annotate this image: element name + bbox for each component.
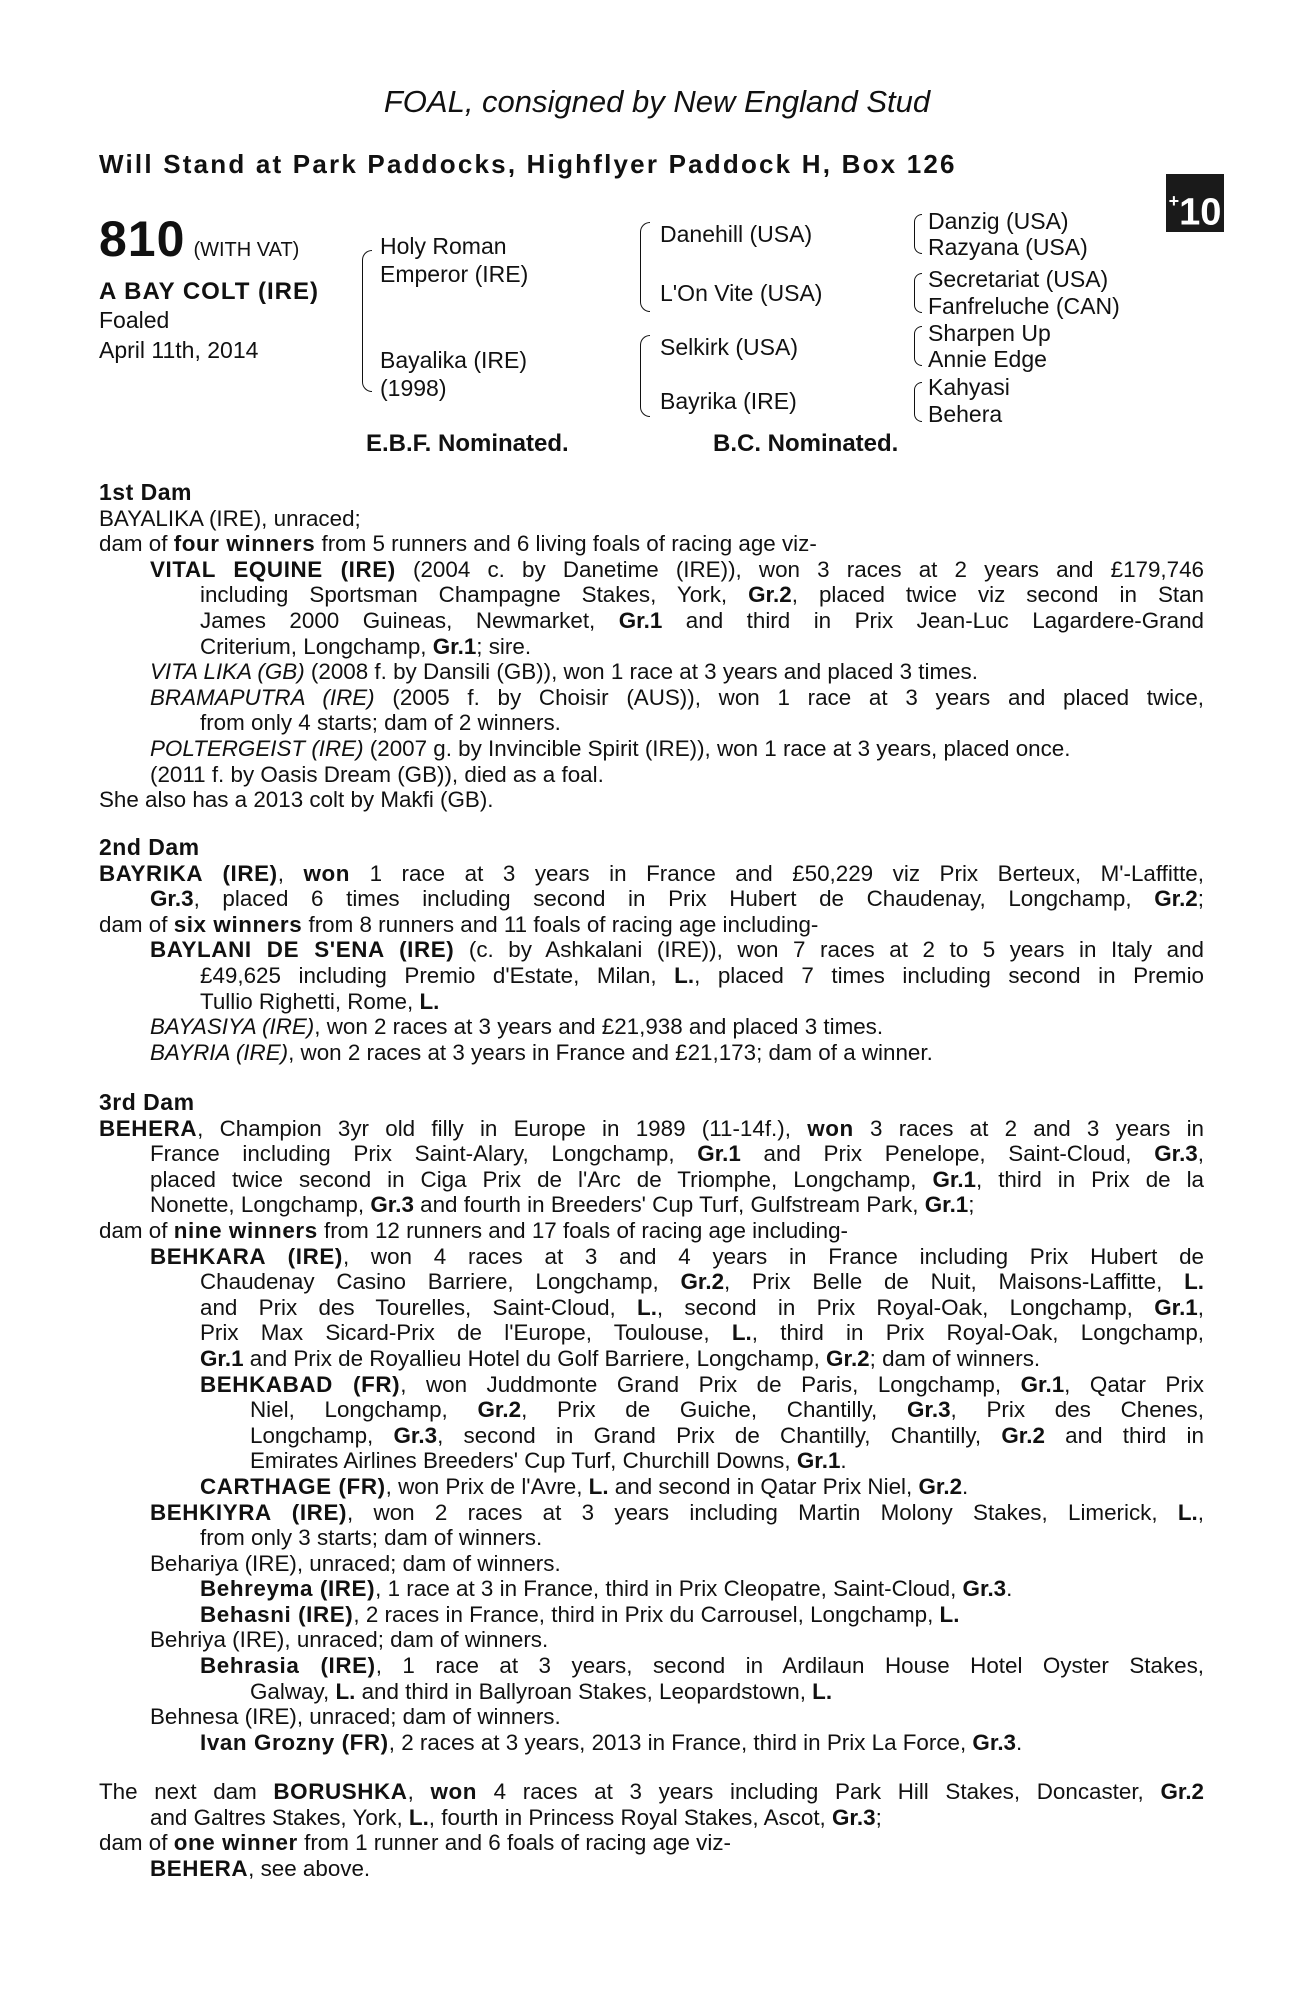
text-run: , 2 races at 3 years, 2013 in France, third in Prix La Force, xyxy=(388,1729,973,1755)
text-run-bold: six winners xyxy=(173,911,303,937)
grade: Gr.3 xyxy=(962,1576,1007,1602)
horse-name: BAYASIYA (IRE) xyxy=(150,1014,315,1040)
grade: Gr.3 xyxy=(370,1192,414,1218)
text-run: (c. by Ashkalani (IRE)), won 7 races at 2 to 5 years in Italy and xyxy=(454,937,1204,963)
sire-sire: Danehill (USA) xyxy=(660,221,813,247)
text-run: and fourth in Breeders' Cup Turf, Gulfstream Park, xyxy=(413,1192,925,1218)
brace-g4 xyxy=(914,382,922,422)
badge-number: 10 xyxy=(1179,191,1222,234)
text-run: , Prix de Guiche, Chantilly, xyxy=(521,1397,907,1423)
second-dam-line xyxy=(99,1014,1204,1040)
ebf-nominated: E.B.F. Nominated. xyxy=(366,430,569,457)
horse-name: BEHERA xyxy=(99,1115,198,1141)
horse-name: BEHKARA (IRE) xyxy=(150,1243,343,1269)
vat-label: (WITH VAT) xyxy=(193,239,300,261)
text-run: , 1 race at 3 in France, third in Prix Cleopatre, Saint-Cloud, xyxy=(375,1576,963,1602)
grade: Gr.2 xyxy=(918,1473,963,1499)
text-run: Longchamp, xyxy=(250,1422,394,1448)
text-run: , 2 races in France, third in Prix du Carrousel, Longchamp, xyxy=(353,1601,940,1627)
text-run: , won Prix de l'Avre, xyxy=(385,1473,589,1499)
third-dam-line xyxy=(99,1397,1204,1423)
text-run: , placed twice viz second in Stan xyxy=(791,582,1205,608)
dam-name-line2: (1998) xyxy=(380,375,447,401)
grade: Gr.2 xyxy=(477,1397,522,1423)
grade: L. xyxy=(674,962,695,988)
first-dam-line xyxy=(99,634,1204,660)
third-dam-line xyxy=(99,1346,1204,1372)
text-run: and third in Ballyroan Stakes, Leopardstown, xyxy=(355,1678,813,1704)
grade: Gr.2 xyxy=(826,1345,870,1371)
grade: L. xyxy=(731,1320,752,1346)
third-dam-line xyxy=(99,1218,1204,1244)
consignor-line: FOAL, consigned by New England Stud xyxy=(383,84,931,119)
text-run: Niel, Longchamp, xyxy=(250,1397,478,1423)
text-run: from 8 runners and 11 foals of racing age including- xyxy=(302,911,819,937)
horse-name: BAYRIA (IRE) xyxy=(150,1039,289,1065)
text-run: . xyxy=(962,1473,969,1499)
grandparent-3: Secretariat (USA) xyxy=(928,266,1109,292)
badge-plus: + xyxy=(1168,191,1180,211)
grade: L. xyxy=(637,1294,657,1320)
text-run: , Prix des Chenes, xyxy=(950,1397,1204,1423)
third-dam-line: Behriya (IRE), unraced; dam of winners. xyxy=(150,1627,549,1653)
text-run: placed twice second in Ciga Prix de l'Arc de Triomphe, Longchamp, xyxy=(150,1166,933,1192)
text-run: including Sportsman Champagne Stakes, York, xyxy=(200,582,749,608)
text-run: from 12 runners and 17 foals of racing age including- xyxy=(317,1217,848,1243)
text-run: (2004 c. by Danetime (IRE)), won 3 races at 2 years and £179,746 xyxy=(395,556,1205,582)
third-dam-section xyxy=(99,1090,1204,1755)
grade: Gr.2 xyxy=(1160,1779,1205,1804)
horse-name: Behreyma (IRE) xyxy=(200,1576,376,1602)
grandparent-2: Razyana (USA) xyxy=(928,234,1088,260)
grade: Gr.2 xyxy=(748,582,792,608)
text-run: dam of xyxy=(99,911,174,937)
text-run: and second in Qatar Prix Niel, xyxy=(608,1473,919,1499)
text-run: , see above. xyxy=(248,1855,371,1881)
third-dam-line xyxy=(99,1244,1204,1270)
grade: Gr.1 xyxy=(924,1192,969,1218)
third-dam-line xyxy=(99,1192,1204,1218)
horse-name: BEHKIYRA (IRE) xyxy=(150,1499,348,1525)
text-run: , Champion 3yr old filly in Europe in 1989 (11-14f.), xyxy=(197,1115,808,1141)
second-dam-line xyxy=(99,963,1204,989)
second-dam-heading: 2nd Dam xyxy=(99,834,200,860)
third-dam-line xyxy=(99,1320,1204,1346)
text-run: . xyxy=(1016,1729,1023,1755)
first-dam-line: She also has a 2013 colt by Makfi (GB). xyxy=(99,787,494,813)
text-run: Prix Max Sicard-Prix de l'Europe, Toulouse, xyxy=(200,1320,732,1346)
horse-name: POLTERGEIST (IRE) xyxy=(150,735,364,761)
text-run: , xyxy=(1197,1294,1204,1320)
next-dam-line xyxy=(99,1779,1204,1805)
second-dam-line xyxy=(99,937,1204,963)
next-dam-line xyxy=(99,1805,1204,1831)
text-run: , third in Prix de la xyxy=(976,1166,1205,1192)
dam-sire: Selkirk (USA) xyxy=(660,334,799,360)
horse-name: VITA LIKA (GB) xyxy=(150,659,305,685)
grade: L. xyxy=(812,1678,833,1704)
third-dam-line xyxy=(99,1423,1204,1449)
next-dam-line xyxy=(99,1856,1204,1882)
text-run: and third in xyxy=(1044,1422,1204,1448)
grade: Gr.2 xyxy=(680,1269,725,1295)
grandparent-1: Danzig (USA) xyxy=(928,208,1069,234)
grade: Gr.3 xyxy=(150,886,194,912)
foaled-label: Foaled xyxy=(99,307,170,333)
second-dam-line xyxy=(99,886,1204,912)
grandparent-4: Fanfreluche (CAN) xyxy=(928,293,1120,319)
text-run: , fourth in Princess Royal Stakes, Ascot, xyxy=(428,1804,833,1830)
horse-name: BAYLANI DE S'ENA (IRE) xyxy=(150,937,455,963)
third-dam-line: Behnesa (IRE), unraced; dam of winners. xyxy=(150,1704,561,1730)
second-dam-line xyxy=(99,861,1204,887)
brace-g3 xyxy=(914,326,922,366)
horse-name: Behasni (IRE) xyxy=(200,1601,354,1627)
text-run-bold: four winners xyxy=(173,531,316,557)
text-run-bold: nine winners xyxy=(173,1217,318,1243)
text-run: (2008 f. by Dansili (GB)), won 1 race at 3 years and placed 3 times. xyxy=(304,659,978,685)
second-dam-line xyxy=(99,912,1204,938)
sire-name: Holy Roman xyxy=(380,233,507,259)
horse-name: VITAL EQUINE (IRE) xyxy=(150,556,396,582)
text-run: and Prix des Tourelles, Saint-Cloud, xyxy=(200,1294,638,1320)
text-run: dam of xyxy=(99,531,174,557)
lot-number: 810 xyxy=(99,211,186,267)
next-dam-line xyxy=(99,1830,1204,1856)
text-run: 3 races at 2 and 3 years in xyxy=(853,1115,1204,1141)
text-run-bold: won xyxy=(807,1115,854,1141)
text-run: , won 2 races at 3 years and £21,938 and placed 3 times. xyxy=(314,1014,884,1040)
text-run: , Prix Belle de Nuit, Maisons-Laffitte, xyxy=(724,1269,1185,1295)
horse-name: BRAMAPUTRA (IRE) xyxy=(150,684,375,710)
grade: L. xyxy=(1184,1269,1204,1295)
first-dam-line: (2011 f. by Oasis Dream (GB)), died as a foal. xyxy=(150,761,604,787)
text-run: , xyxy=(1197,1141,1204,1167)
grade: L. xyxy=(939,1601,960,1627)
text-run: , 1 race at 3 years, second in Ardilaun House Hotel Oyster Stakes, xyxy=(375,1653,1205,1679)
next-dam-section xyxy=(99,1779,1204,1881)
text-run: from 5 runners and 6 living foals of racing age viz- xyxy=(315,531,817,557)
horse-name: CARTHAGE (FR) xyxy=(200,1473,386,1499)
grade: L. xyxy=(408,1804,429,1830)
text-run: , third in Prix Royal-Oak, Longchamp, xyxy=(751,1320,1204,1346)
text-run: , xyxy=(277,860,304,886)
grade: Gr.3 xyxy=(972,1729,1016,1755)
pedigree-dam xyxy=(380,346,527,402)
text-run: Tullio Righetti, Rome, xyxy=(200,988,420,1014)
text-run: , won Juddmonte Grand Prix de Paris, Longchamp, xyxy=(400,1371,1021,1397)
grade: Gr.1 xyxy=(1154,1294,1198,1320)
third-dam-line xyxy=(99,1679,1204,1705)
text-run-bold: won xyxy=(303,860,351,886)
second-dam-line xyxy=(99,1040,1204,1066)
brace-dam-parents xyxy=(640,335,650,417)
grandparent-7: Kahyasi xyxy=(928,374,1010,400)
text-run: £49,625 including Premio d'Estate, Milan, xyxy=(200,962,675,988)
text-run: , won 4 races at 3 and 4 years in France including Prix Hubert de xyxy=(342,1243,1204,1269)
grade: Gr.3 xyxy=(906,1397,951,1423)
text-run: , won 2 races at 3 years including Martin Molony Stakes, Limerick, xyxy=(347,1499,1178,1525)
grade: Gr.1 xyxy=(618,607,663,633)
third-dam-line xyxy=(99,1500,1204,1526)
text-run: ; xyxy=(1197,886,1204,912)
text-run: Galway, xyxy=(250,1678,336,1704)
horse-name: BORUSHKA xyxy=(273,1779,408,1804)
text-run: Criterium, Longchamp, xyxy=(200,633,433,659)
third-dam-line xyxy=(99,1576,1204,1602)
third-dam-line xyxy=(99,1141,1204,1167)
text-run: ; dam of winners. xyxy=(869,1345,1041,1371)
text-run: dam of xyxy=(99,1830,174,1856)
first-dam-line: from only 4 starts; dam of 2 winners. xyxy=(200,710,561,736)
text-run: 4 races at 3 years including Park Hill Stakes, Doncaster, xyxy=(477,1779,1161,1804)
text-run: , placed 7 times including second in Premio xyxy=(694,962,1204,988)
grandparent-6: Annie Edge xyxy=(928,346,1047,372)
horse-name: Behrasia (IRE) xyxy=(200,1653,376,1679)
text-run: , xyxy=(407,1779,431,1804)
text-run: and Galtres Stakes, York, xyxy=(150,1804,409,1830)
bc-nominated: B.C. Nominated. xyxy=(713,430,899,457)
grade: Gr.3 xyxy=(1154,1141,1198,1167)
sire-name-line2: Emperor (IRE) xyxy=(380,261,529,287)
grandparent-8: Behera xyxy=(928,401,1003,427)
third-dam-line xyxy=(99,1602,1204,1628)
first-dam-line xyxy=(99,582,1204,608)
third-dam-line xyxy=(99,1730,1204,1756)
text-run: and Prix de Royallieu Hotel du Golf Barriere, Longchamp, xyxy=(243,1345,827,1371)
third-dam-line xyxy=(99,1372,1204,1398)
pedigree-sire xyxy=(380,232,528,288)
first-dam-line: BAYALIKA (IRE), unraced; xyxy=(99,505,361,531)
horse-name: Ivan Grozny (FR) xyxy=(200,1729,389,1755)
text-run-bold: one winner xyxy=(173,1830,298,1856)
grade: Gr.1 xyxy=(697,1141,741,1167)
grade: Gr.1 xyxy=(796,1448,841,1474)
brace-sire-dam xyxy=(362,250,372,392)
third-dam-line xyxy=(99,1474,1204,1500)
foaled-date: April 11th, 2014 xyxy=(99,337,259,363)
third-dam-line: from only 3 starts; dam of winners. xyxy=(200,1525,543,1551)
text-run: ; xyxy=(875,1804,882,1830)
text-run: ; sire. xyxy=(476,633,532,659)
text-run: . xyxy=(840,1448,847,1474)
horse-name: BEHERA xyxy=(150,1855,249,1881)
third-dam-line xyxy=(99,1269,1204,1295)
text-run: (2007 g. by Invincible Spirit (IRE)), won 1 race at 3 years, placed once. xyxy=(363,735,1071,761)
text-run: , Qatar Prix xyxy=(1064,1371,1204,1397)
third-dam-line: Behariya (IRE), unraced; dam of winners. xyxy=(150,1550,561,1576)
text-run: . xyxy=(1006,1576,1013,1602)
text-run: (2005 f. by Choisir (AUS)), won 1 race at 3 years and placed twice, xyxy=(374,684,1205,710)
text-run: Emirates Airlines Breeders' Cup Turf, Churchill Downs, xyxy=(250,1448,797,1474)
text-run: ; xyxy=(968,1192,975,1218)
third-dam-line xyxy=(99,1295,1204,1321)
third-dam-line xyxy=(99,1116,1204,1142)
text-run: France including Prix Saint-Alary, Longchamp, xyxy=(150,1141,698,1167)
second-dam-section xyxy=(99,835,1204,1065)
grade: Gr.2 xyxy=(1154,886,1198,912)
grade: Gr.3 xyxy=(832,1804,876,1830)
text-run: from 1 runner and 6 foals of racing age viz- xyxy=(297,1830,731,1856)
grade: Gr.3 xyxy=(393,1422,438,1448)
text-run: 1 race at 3 years in France and £50,229 viz Prix Berteux, M'-Laffitte, xyxy=(350,860,1204,886)
text-run: Nonette, Longchamp, xyxy=(150,1192,371,1218)
text-run-bold: won xyxy=(430,1779,478,1804)
foaled-block xyxy=(99,305,258,365)
brace-g2 xyxy=(914,273,922,313)
horse-name: BEHKABAD (FR) xyxy=(200,1371,401,1397)
first-dam-line xyxy=(99,659,1204,685)
horse-name: BAYRIKA (IRE) xyxy=(99,860,278,886)
sire-dam: L'On Vite (USA) xyxy=(660,280,823,306)
lot-title: A BAY COLT (IRE) xyxy=(99,278,320,305)
grade: L. xyxy=(1177,1499,1198,1525)
text-run: and Prix Penelope, Saint-Cloud, xyxy=(740,1141,1155,1167)
grade: Gr.2 xyxy=(1001,1422,1045,1448)
second-dam-line xyxy=(99,989,1204,1015)
text-run: , xyxy=(1197,1499,1204,1525)
first-dam-line xyxy=(99,531,1204,557)
lot-badge xyxy=(1166,174,1224,232)
first-dam-line xyxy=(99,608,1204,634)
grade: Gr.1 xyxy=(1020,1371,1065,1397)
grandparent-5: Sharpen Up xyxy=(928,320,1051,346)
brace-g1 xyxy=(914,214,922,254)
text-run: The next dam xyxy=(99,1779,274,1804)
grade: L. xyxy=(335,1678,356,1704)
dam-dam: Bayrika (IRE) xyxy=(660,388,797,414)
grade: Gr.1 xyxy=(200,1345,244,1371)
text-run: , placed 6 times including second in Prix Hubert de Chaudenay, Longchamp, xyxy=(193,886,1155,912)
third-dam-line xyxy=(99,1167,1204,1193)
third-dam-line xyxy=(99,1448,1204,1474)
text-run: and third in Prix Jean-Luc Lagardere-Grand xyxy=(662,607,1204,633)
dam-name: Bayalika (IRE) xyxy=(380,347,527,373)
text-run: dam of xyxy=(99,1217,174,1243)
text-run: , won 2 races at 3 years in France and £21,173; dam of a winner. xyxy=(288,1039,933,1065)
brace-sire-parents xyxy=(640,222,650,312)
third-dam-line xyxy=(99,1653,1204,1679)
first-dam-line xyxy=(99,685,1204,711)
first-dam-line xyxy=(99,736,1204,762)
grade: L. xyxy=(588,1473,609,1499)
first-dam-section xyxy=(99,480,1204,813)
grade: Gr.1 xyxy=(432,633,477,659)
stand-location: Will Stand at Park Paddocks, Highflyer Paddock H, Box 126 xyxy=(99,149,957,179)
text-run: , second in Prix Royal-Oak, Longchamp, xyxy=(656,1294,1155,1320)
first-dam-heading: 1st Dam xyxy=(99,479,192,505)
lot-number-block xyxy=(99,210,299,268)
grade: L. xyxy=(419,988,440,1014)
text-run: , second in Grand Prix de Chantilly, Chantilly, xyxy=(437,1422,1002,1448)
text-run: James 2000 Guineas, Newmarket, xyxy=(200,607,619,633)
first-dam-line xyxy=(99,557,1204,583)
grade: Gr.1 xyxy=(932,1166,977,1192)
text-run: Chaudenay Casino Barriere, Longchamp, xyxy=(200,1269,681,1295)
third-dam-heading: 3rd Dam xyxy=(99,1089,195,1115)
